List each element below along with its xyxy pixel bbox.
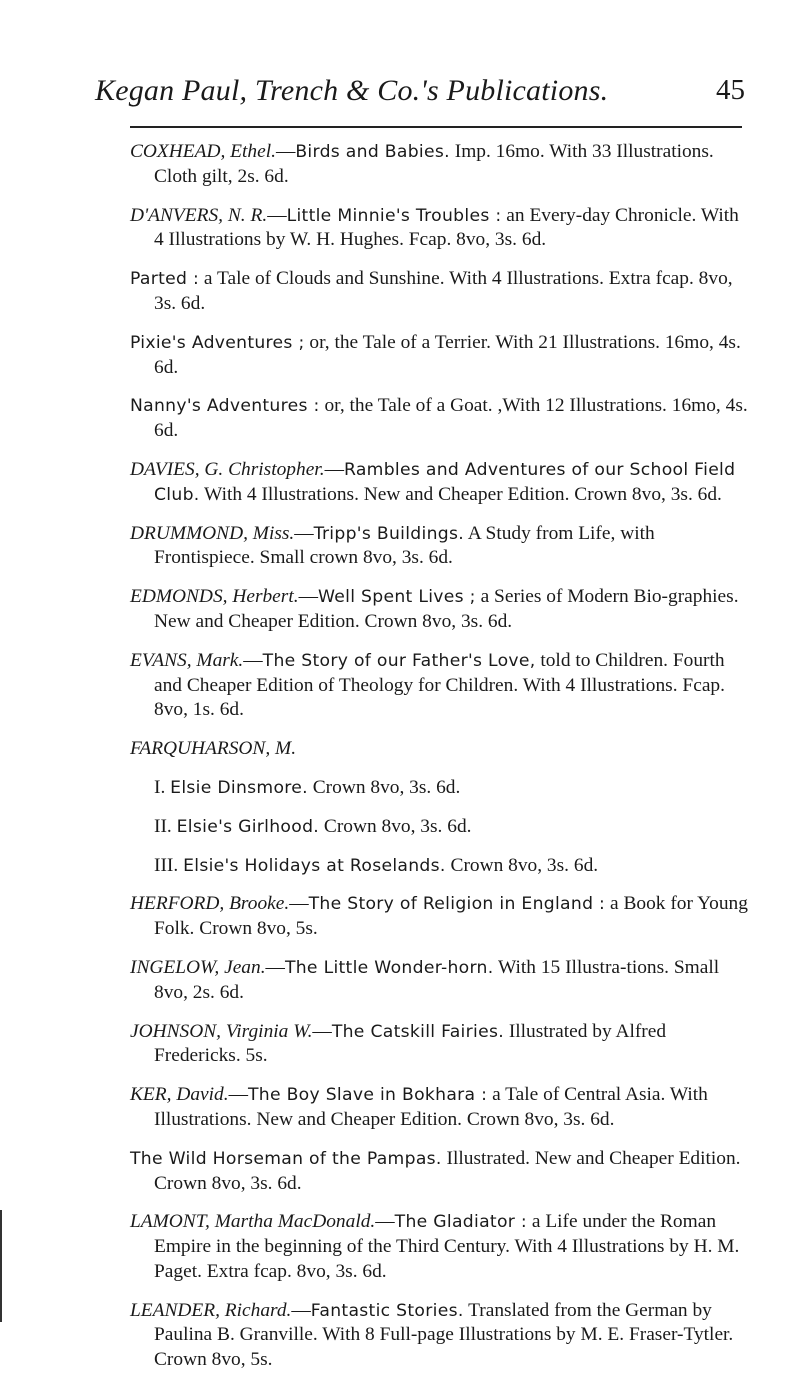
entry-details: a Life under the Roman Empire in the beginning of the Third Century. With 4 Illustrations by H. M. Paget. Extra fcap. 8vo, 3s. 6d. bbox=[154, 1211, 740, 1282]
header-title: Kegan Paul, Trench & Co.'s Publications. bbox=[95, 74, 609, 107]
catalogue-entry bbox=[130, 892, 750, 942]
catalogue-entries bbox=[130, 140, 750, 1387]
entry-details: Translated from the German by Paulina B. Granville. With 8 Full-page Illustrations by M. E. Fraser-Tytler. Crown 8vo, 5s. bbox=[154, 1299, 734, 1371]
entry-details: Illustrated. New and Cheaper Edition. Crown 8vo, 3s. 6d. bbox=[154, 1147, 741, 1194]
entry-title: Tripp's Buildings. bbox=[313, 523, 464, 544]
entry-details: told to Children. Fourth and Cheaper Edition of Theology for Children. With 4 Illustrations. Fcap. 8vo, 1s. 6d. bbox=[154, 649, 725, 721]
entry-separator: — bbox=[291, 1299, 311, 1321]
entry-details: Crown 8vo, 3s. 6d. bbox=[319, 815, 472, 837]
entry-author: LEANDER, Richard. bbox=[130, 1299, 292, 1321]
catalogue-entry bbox=[130, 140, 750, 190]
entry-separator: — bbox=[265, 956, 285, 978]
entry-title: Elsie's Holidays at Roselands. bbox=[183, 855, 446, 876]
catalogue-entry bbox=[130, 204, 750, 254]
entry-details: Illustrated by Alfred Fredericks. 5s. bbox=[154, 1020, 667, 1067]
catalogue-sub-entry bbox=[154, 776, 750, 801]
running-header bbox=[95, 74, 745, 114]
entry-author: EDMONDS, Herbert. bbox=[130, 586, 299, 608]
entry-author: LAMONT, Martha MacDonald. bbox=[130, 1211, 376, 1233]
catalogue-entry bbox=[130, 585, 750, 635]
entry-title: Fantastic Stories. bbox=[310, 1300, 464, 1321]
header-rule bbox=[130, 126, 742, 128]
entry-title: Parted : bbox=[130, 269, 200, 290]
entry-title: Pixie's Adventures ; bbox=[130, 332, 305, 353]
entry-author: EVANS, Mark. bbox=[130, 649, 244, 671]
entry-details: Imp. 16mo. With 33 Illustrations. Cloth gilt, 2s. 6d. bbox=[154, 141, 714, 187]
entry-separator: — bbox=[294, 522, 314, 544]
entry-separator: — bbox=[275, 141, 296, 162]
entry-separator: — bbox=[289, 893, 309, 915]
entry-numeral: II. bbox=[154, 815, 177, 837]
catalogue-entry bbox=[130, 394, 750, 444]
entry-details: a Series of Modern Bio-graphies. New and Cheaper Edition. Crown 8vo, 3s. 6d. bbox=[154, 586, 739, 632]
entry-title: The Little Wonder-horn. bbox=[284, 957, 494, 978]
page-number: 45 bbox=[716, 74, 745, 106]
entry-details: a Tale of Central Asia. With Illustrations. New and Cheaper Edition. Crown 8vo, 3s. 6d. bbox=[154, 1084, 708, 1130]
entry-details: A Study from Life, with Frontispiece. Small crown 8vo, 3s. 6d. bbox=[154, 522, 655, 569]
catalogue-entry bbox=[130, 956, 750, 1006]
entry-details: a Book for Young Folk. Crown 8vo, 5s. bbox=[154, 893, 748, 940]
catalogue-sub-entry bbox=[154, 815, 750, 840]
catalogue-entry bbox=[130, 331, 750, 381]
entry-author: COXHEAD, Ethel. bbox=[130, 141, 276, 162]
entry-title: The Gladiator : bbox=[394, 1212, 528, 1233]
entry-title: Little Minnie's Troubles : bbox=[286, 205, 502, 226]
entry-title: The Catskill Fairies. bbox=[331, 1021, 504, 1042]
entry-title: The Boy Slave in Bokhara : bbox=[247, 1085, 488, 1106]
entry-author: HERFORD, Brooke. bbox=[130, 893, 290, 915]
entry-author: DAVIES, G. Christopher. bbox=[130, 458, 325, 480]
entry-author: D'ANVERS, N. R. bbox=[130, 204, 268, 226]
entry-details: With 4 Illustrations. New and Cheaper Edition. Crown 8vo, 3s. 6d. bbox=[199, 483, 722, 505]
entry-details: With 15 Illustra-tions. Small 8vo, 2s. 6d. bbox=[154, 956, 720, 1003]
entry-title: The Wild Horseman of the Pampas. bbox=[130, 1148, 442, 1169]
entry-details: a Tale of Clouds and Sunshine. With 4 Illustrations. Extra fcap. 8vo, 3s. 6d. bbox=[154, 268, 733, 314]
catalogue-entry bbox=[130, 1299, 750, 1373]
entry-title: The Story of our Father's Love, bbox=[262, 650, 536, 671]
entry-title: Rambles and Adventures of our School Field Club. bbox=[154, 459, 736, 505]
entry-numeral: I. bbox=[154, 776, 171, 798]
catalogue-entry bbox=[130, 737, 750, 762]
entry-separator: — bbox=[312, 1020, 332, 1042]
page-edge-mark bbox=[0, 1210, 2, 1322]
entry-title: Elsie Dinsmore. bbox=[170, 777, 308, 798]
entry-numeral: III. bbox=[154, 854, 184, 876]
catalogue-entry bbox=[130, 458, 750, 508]
catalogue-sub-entry bbox=[154, 854, 750, 879]
entry-title: Birds and Babies. bbox=[295, 142, 450, 162]
entry-details: or, the Tale of a Goat. ,With 12 Illustrations. 16mo, 4s. 6d. bbox=[154, 395, 748, 442]
catalogue-entry bbox=[130, 1210, 750, 1284]
catalogue-entry bbox=[130, 1147, 750, 1197]
entry-title: The Story of Religion in England : bbox=[308, 894, 606, 915]
catalogue-entry bbox=[130, 649, 750, 723]
entry-separator: — bbox=[298, 586, 318, 608]
entry-details: an Every-day Chronicle. With 4 Illustrations by W. H. Hughes. Fcap. 8vo, 3s. 6d. bbox=[154, 204, 739, 251]
entry-author: INGELOW, Jean. bbox=[130, 956, 266, 978]
entry-details: or, the Tale of a Terrier. With 21 Illustrations. 16mo, 4s. 6d. bbox=[154, 331, 741, 378]
entry-details: Crown 8vo, 3s. 6d. bbox=[445, 854, 599, 876]
entry-author: JOHNSON, Virginia W. bbox=[130, 1020, 313, 1042]
entry-separator: — bbox=[243, 649, 263, 671]
entry-details: Crown 8vo, 3s. 6d. bbox=[307, 776, 461, 798]
entry-title: Well Spent Lives ; bbox=[317, 587, 476, 608]
entry-author: KER, David. bbox=[130, 1084, 229, 1106]
catalogue-entry bbox=[130, 522, 750, 572]
entry-author: DRUMMOND, Miss. bbox=[130, 522, 295, 544]
entry-separator: — bbox=[324, 458, 344, 480]
entry-separator: — bbox=[267, 204, 287, 226]
catalogue-entry bbox=[130, 1020, 750, 1070]
entry-separator: — bbox=[375, 1211, 395, 1233]
entry-separator: — bbox=[228, 1084, 248, 1106]
catalogue-entry bbox=[130, 267, 750, 317]
catalogue-entry bbox=[130, 1083, 750, 1133]
entry-title: Nanny's Adventures : bbox=[130, 396, 320, 417]
entry-title: Elsie's Girlhood. bbox=[176, 816, 320, 837]
entry-author: FARQUHARSON, M. bbox=[130, 738, 297, 760]
